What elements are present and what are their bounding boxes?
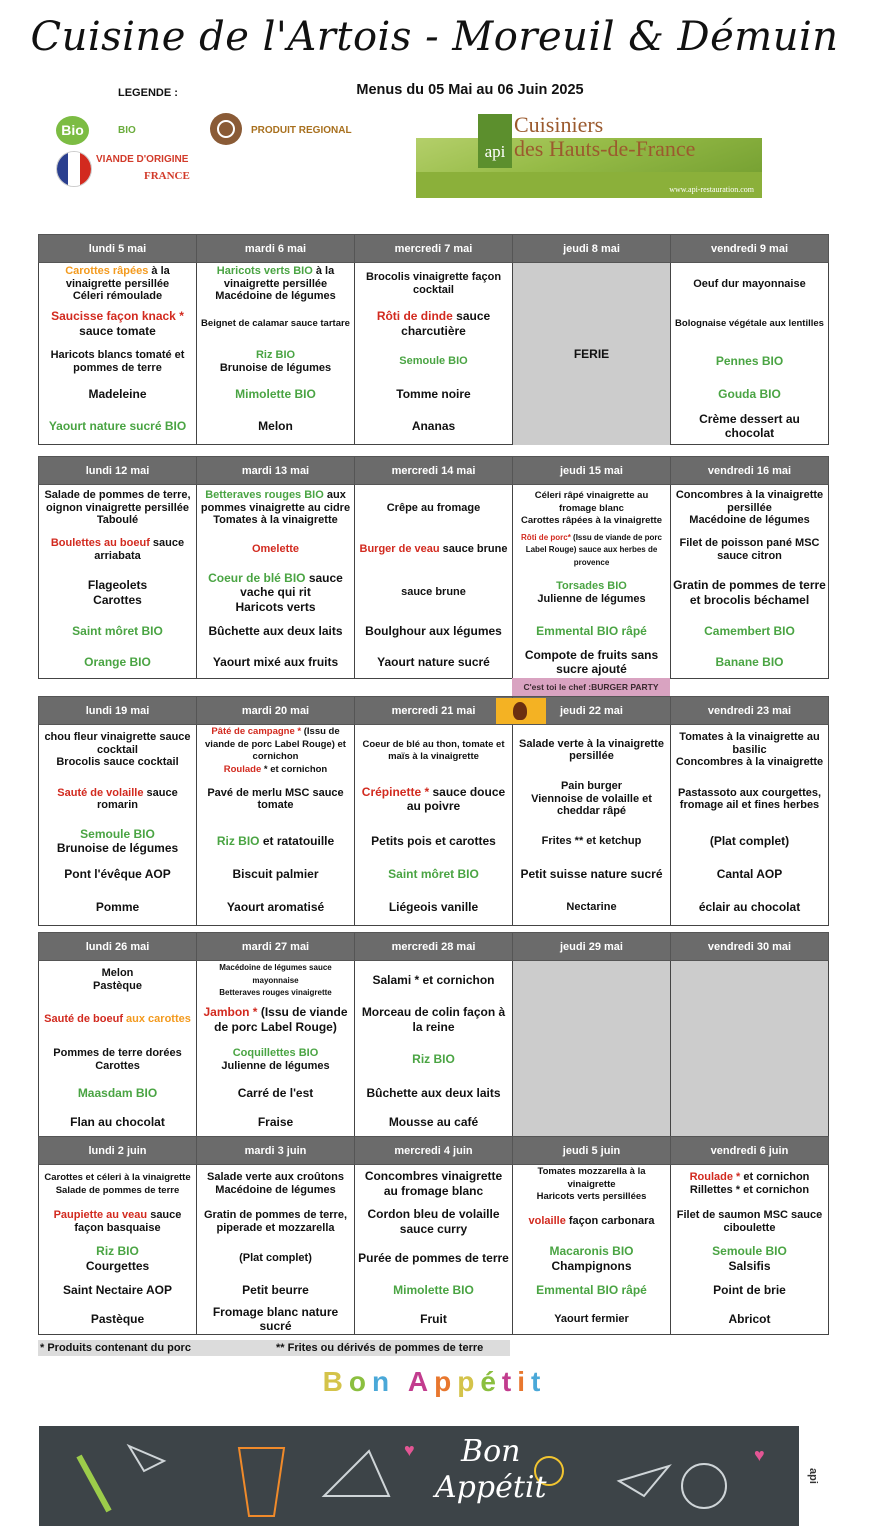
day-header: vendredi 30 mai	[671, 933, 829, 961]
paper-plane-icon	[129, 1446, 164, 1471]
day-header: jeudi 8 mai	[513, 235, 671, 263]
menu-cell: Camembert BIO	[671, 617, 829, 647]
menu-week-1	[38, 234, 829, 445]
menu-cell: Fruit	[355, 1305, 513, 1335]
day-header: mardi 6 mai	[197, 235, 355, 263]
menu-cell: Boulettes au boeuf sauce arriabata	[39, 531, 197, 569]
menu-cell: Yaourt mixé aux fruits	[197, 647, 355, 679]
menu-cell: Mousse au café	[355, 1109, 513, 1137]
day-header: vendredi 6 juin	[671, 1137, 829, 1165]
menu-cell: Point de brie	[671, 1277, 829, 1305]
bon-letter: A	[407, 1366, 435, 1397]
menu-cell: Pain burger Viennoise de volaille et cheddar râpé	[513, 775, 671, 823]
logo-url: www.api-restauration.com	[669, 185, 754, 194]
menu-cell: Riz BIO et ratatouille	[197, 823, 355, 859]
bon-letter: p	[434, 1366, 458, 1397]
menu-cell: Yaourt nature sucré BIO	[39, 409, 197, 445]
logo-api-badge: api	[478, 114, 512, 168]
empty-cell	[671, 961, 829, 1137]
heart-icon: ♥	[404, 1440, 415, 1460]
menu-cell: Torsades BIO Julienne de légumes	[513, 569, 671, 617]
menu-cell: Semoule BIO	[355, 343, 513, 381]
menu-cell: Salade de pommes de terre, oignon vinaigrette persillée Taboulé	[39, 485, 197, 531]
menu-cell: Tomates mozzarella à la vinaigrette Haricots verts persillées	[513, 1165, 671, 1203]
day-header: mercredi 14 mai	[355, 457, 513, 485]
logo-text-1: Cuisiniers	[514, 112, 604, 137]
menu-cell: Melon Pastèque	[39, 961, 197, 999]
menu-cell: Haricots verts BIO à la vinaigrette persillée Macédoine de légumes	[197, 263, 355, 305]
menu-cell: Crépinette * sauce douce au poivre	[355, 775, 513, 823]
logo-text-2: des Hauts-de-France	[514, 136, 696, 161]
bon-letter	[395, 1366, 408, 1397]
france-flag-icon	[56, 151, 92, 187]
bon-letter: t	[531, 1366, 547, 1397]
menu-cell: Bolognaise végétale aux lentilles	[671, 305, 829, 343]
legend-bio-label: BIO	[118, 125, 136, 136]
cake-slice-icon	[324, 1451, 389, 1496]
day-header: lundi 26 mai	[39, 933, 197, 961]
menu-cell: volaille façon carbonara	[513, 1203, 671, 1241]
menu-cell: Carottes râpées à la vinaigrette persillée Céleri rémoulade	[39, 263, 197, 305]
menu-cell: Omelette	[197, 531, 355, 569]
day-header: lundi 12 mai	[39, 457, 197, 485]
footnote-frites: ** Frites ou dérivés de pommes de terre	[276, 1342, 484, 1354]
menu-cell: Ananas	[355, 409, 513, 445]
menu-cell: Burger de veau sauce brune	[355, 531, 513, 569]
menu-cell: Salami * et cornichon	[355, 961, 513, 999]
menu-cell: chou fleur vinaigrette sauce cocktail Brocolis sauce cocktail	[39, 725, 197, 776]
day-header: jeudi 29 mai	[513, 933, 671, 961]
menu-cell: Fraise	[197, 1109, 355, 1137]
day-header: lundi 2 juin	[39, 1137, 197, 1165]
chef-icon	[496, 698, 546, 724]
menu-cell: Gouda BIO	[671, 381, 829, 409]
menu-cell: éclair au chocolat	[671, 889, 829, 925]
day-header: mardi 27 mai	[197, 933, 355, 961]
menu-cell: Coeur de blé BIO sauce vache qui rit Haricots verts	[197, 569, 355, 617]
menu-cell: Mimolette BIO	[355, 1277, 513, 1305]
menu-cell: Yaourt nature sucré	[355, 647, 513, 679]
menu-cell: Bûchette aux deux laits	[355, 1079, 513, 1109]
paper-plane-icon-2	[619, 1466, 669, 1496]
regional-product-icon	[210, 113, 242, 145]
menu-cell: Pomme	[39, 889, 197, 925]
bon-appetit-banner	[39, 1426, 819, 1526]
menu-cell: Pommes de terre dorées Carottes	[39, 1041, 197, 1079]
menu-cell: Madeleine	[39, 381, 197, 409]
legend-title: LEGENDE :	[118, 87, 178, 99]
api-logo	[416, 106, 762, 198]
day-header: vendredi 23 mai	[671, 697, 829, 725]
page-title: Cuisine de l'Artois - Moreuil & Démuin	[30, 14, 839, 60]
menu-cell: Orange BIO	[39, 647, 197, 679]
burger-party-tag: C'est toi le chef :BURGER PARTY	[512, 678, 670, 696]
banner-api-logo: api	[799, 1426, 819, 1526]
menu-cell: Petits pois et carottes	[355, 823, 513, 859]
menu-cell: Semoule BIO Brunoise de légumes	[39, 823, 197, 859]
menu-cell: Pavé de merlu MSC sauce tomate	[197, 775, 355, 823]
day-header: vendredi 9 mai	[671, 235, 829, 263]
menu-cell: Biscuit palmier	[197, 859, 355, 889]
menu-cell: sauce brune	[355, 569, 513, 617]
menu-cell: Roulade * et cornichon Rillettes * et cornichon	[671, 1165, 829, 1203]
menu-cell: Beignet de calamar sauce tartare	[197, 305, 355, 343]
menu-cell: Emmental BIO râpé	[513, 1277, 671, 1305]
legend-regional-label: PRODUIT REGIONAL	[251, 125, 352, 136]
menu-cell: Riz BIO Brunoise de légumes	[197, 343, 355, 381]
day-header: jeudi 22 mai	[513, 697, 671, 725]
menu-cell: Abricot	[671, 1305, 829, 1335]
menu-cell: Fromage blanc nature sucré	[197, 1305, 355, 1335]
menu-cell: Pâté de campagne * (Issu de viande de porc Label Rouge) et cornichon Roulade * et cornichon	[197, 725, 355, 776]
menu-cell: Carottes et céleri à la vinaigrette Salade de pommes de terre	[39, 1165, 197, 1203]
menu-cell: Salade verte aux croûtons Macédoine de légumes	[197, 1165, 355, 1203]
menu-week-2	[38, 456, 829, 679]
menu-cell: Riz BIO Courgettes	[39, 1241, 197, 1277]
bon-letter: é	[480, 1366, 502, 1397]
bon-letter: o	[348, 1366, 372, 1397]
menu-cell: Céleri râpé vinaigrette au fromage blanc Carottes râpées à la vinaigrette	[513, 485, 671, 531]
ferie-cell: FERIE	[513, 263, 671, 445]
menu-cell: Yaourt aromatisé	[197, 889, 355, 925]
menu-cell: Cantal AOP	[671, 859, 829, 889]
menu-cell: Macaronis BIO Champignons	[513, 1241, 671, 1277]
menu-cell: Jambon * (Issu de viande de porc Label Rouge)	[197, 999, 355, 1041]
menu-cell: Nectarine	[513, 889, 671, 925]
day-header: lundi 19 mai	[39, 697, 197, 725]
day-header: mercredi 21 mai	[355, 697, 513, 725]
footnote-pork: * Produits contenant du porc	[40, 1342, 191, 1354]
menu-cell: Carré de l'est	[197, 1079, 355, 1109]
menu-cell: Banane BIO	[671, 647, 829, 679]
day-header: mardi 3 juin	[197, 1137, 355, 1165]
legend-france-label-1: VIANDE D'ORIGINE	[96, 154, 189, 165]
menu-cell: Gratin de pommes de terre et brocolis béchamel	[671, 569, 829, 617]
day-header: lundi 5 mai	[39, 235, 197, 263]
menu-cell: Yaourt fermier	[513, 1305, 671, 1335]
bon-letter: t	[501, 1366, 518, 1397]
footnote-bar	[38, 1340, 510, 1356]
menu-week-5	[38, 1136, 829, 1335]
menu-cell: Paupiette au veau sauce façon basquaise	[39, 1203, 197, 1241]
menu-cell: Flan au chocolat	[39, 1109, 197, 1137]
menu-cell: Cordon bleu de volaille sauce curry	[355, 1203, 513, 1241]
menu-cell: Morceau de colin façon à la reine	[355, 999, 513, 1041]
menu-cell: Concombres vinaigrette au fromage blanc	[355, 1165, 513, 1203]
menu-cell: Oeuf dur mayonnaise	[671, 263, 829, 305]
heart-icon-2: ♥	[754, 1445, 765, 1465]
menu-cell: Petit suisse nature sucré	[513, 859, 671, 889]
bon-appetit-heading	[0, 1366, 869, 1398]
menu-cell: Frites ** et ketchup	[513, 823, 671, 859]
apple-icon	[682, 1464, 726, 1508]
bon-letter: i	[517, 1366, 531, 1397]
menu-cell: Pennes BIO	[671, 343, 829, 381]
menu-cell: Coeur de blé au thon, tomate et maïs à la vinaigrette	[355, 725, 513, 776]
bon-letter: n	[372, 1366, 396, 1397]
menu-cell: Pont l'évêque AOP	[39, 859, 197, 889]
pencil-icon	[79, 1456, 109, 1511]
menu-cell: Crêpe au fromage	[355, 485, 513, 531]
day-header: mardi 20 mai	[197, 697, 355, 725]
menu-week-4	[38, 932, 829, 1137]
day-header: mardi 13 mai	[197, 457, 355, 485]
menu-cell: Maasdam BIO	[39, 1079, 197, 1109]
menu-cell: Mimolette BIO	[197, 381, 355, 409]
day-header: mercredi 7 mai	[355, 235, 513, 263]
menu-cell: Bûchette aux deux laits	[197, 617, 355, 647]
menu-cell: Flageolets Carottes	[39, 569, 197, 617]
menu-cell: Betteraves rouges BIO aux pommes vinaigrette au cidre Tomates à la vinaigrette	[197, 485, 355, 531]
menu-cell: Riz BIO	[355, 1041, 513, 1079]
menu-cell: Pastèque	[39, 1305, 197, 1335]
drink-cup-icon	[239, 1448, 284, 1516]
menu-cell: (Plat complet)	[197, 1241, 355, 1277]
menu-cell: Saint Nectaire AOP	[39, 1277, 197, 1305]
menu-cell: Macédoine de légumes sauce mayonnaise Betteraves rouges vinaigrette	[197, 961, 355, 999]
menu-cell: Sauté de volaille sauce romarin	[39, 775, 197, 823]
menu-cell: Sauté de boeuf aux carottes	[39, 999, 197, 1041]
menu-cell: Crème dessert au chocolat	[671, 409, 829, 445]
menu-cell: Melon	[197, 409, 355, 445]
banner-doodles	[39, 1426, 799, 1526]
menu-cell: Rôti de porc* (Issu de viande de porc Label Rouge) sauce aux herbes de provence	[513, 531, 671, 569]
menu-cell: Saucisse façon knack * sauce tomate	[39, 305, 197, 343]
menu-cell: Boulghour aux légumes	[355, 617, 513, 647]
empty-cell	[513, 961, 671, 1137]
menu-cell: Filet de saumon MSC sauce ciboulette	[671, 1203, 829, 1241]
day-header: jeudi 5 juin	[513, 1137, 671, 1165]
menu-cell: Brocolis vinaigrette façon cocktail	[355, 263, 513, 305]
menu-cell: Liégeois vanille	[355, 889, 513, 925]
menu-cell: Compote de fruits sans sucre ajouté	[513, 647, 671, 679]
day-header: mercredi 4 juin	[355, 1137, 513, 1165]
day-header: jeudi 15 mai	[513, 457, 671, 485]
menu-cell: Haricots blancs tomaté et pommes de terre	[39, 343, 197, 381]
menu-cell: Purée de pommes de terre	[355, 1241, 513, 1277]
menu-cell: Salade verte à la vinaigrette persillée	[513, 725, 671, 776]
legend-france-label-2: FRANCE	[144, 170, 190, 182]
bio-icon: Bio	[56, 116, 89, 145]
menu-cell: Concombres à la vinaigrette persillée Macédoine de légumes	[671, 485, 829, 531]
menu-week-3	[38, 696, 829, 926]
bon-letter: B	[322, 1366, 349, 1397]
menu-cell: Gratin de pommes de terre, piperade et mozzarella	[197, 1203, 355, 1241]
menu-cell: Pastassoto aux courgettes, fromage ail et fines herbes	[671, 775, 829, 823]
day-header: vendredi 16 mai	[671, 457, 829, 485]
menu-cell: (Plat complet)	[671, 823, 829, 859]
menu-cell: Rôti de dinde sauce charcutière	[355, 305, 513, 343]
menu-cell: Saint môret BIO	[355, 859, 513, 889]
menu-cell: Saint môret BIO	[39, 617, 197, 647]
day-header: mercredi 28 mai	[355, 933, 513, 961]
bon-letter: p	[457, 1366, 481, 1397]
menu-cell: Filet de poisson pané MSC sauce citron	[671, 531, 829, 569]
menu-cell: Tomates à la vinaigrette au basilic Concombres à la vinaigrette	[671, 725, 829, 776]
menu-cell: Coquillettes BIO Julienne de légumes	[197, 1041, 355, 1079]
menu-cell: Emmental BIO râpé	[513, 617, 671, 647]
menu-cell: Petit beurre	[197, 1277, 355, 1305]
menu-period: Menus du 05 Mai au 06 Juin 2025	[356, 82, 584, 98]
menu-cell: Semoule BIO Salsifis	[671, 1241, 829, 1277]
menu-cell: Tomme noire	[355, 381, 513, 409]
banner-text: Bon Appétit	[435, 1434, 547, 1505]
